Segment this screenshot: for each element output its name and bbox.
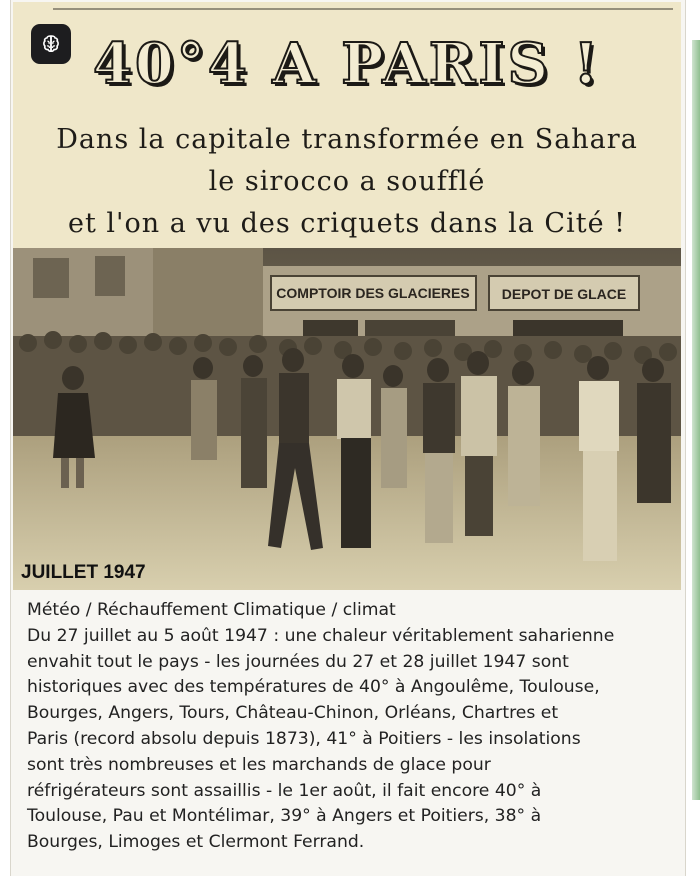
adjacent-card-edge: [692, 40, 700, 800]
body-line-5: Paris (record absolu depuis 1873), 41° à Poitiers - les insolations: [27, 728, 581, 749]
masthead-rule: [53, 8, 673, 10]
post-card: [10, 0, 686, 876]
crowd-photo: [13, 248, 681, 590]
body-line-6: sont très nombreuses et les marchands de glace pour: [27, 754, 491, 775]
subheadline-line-1: Dans la capitale transformée en Sahara: [56, 124, 638, 155]
subheadline-line-3: et l'on a vu des criquets dans la Cité !: [68, 208, 626, 239]
body-line-7: réfrigérateurs sont assaillis - le 1er août, il fait encore 40° à: [27, 780, 542, 801]
post-category: Météo / Réchauffement Climatique / climat: [27, 600, 396, 620]
body-line-8: Toulouse, Pau et Montélimar, 39° à Angers et Poitiers, 38° à: [27, 806, 542, 827]
body-line-4: Bourges, Angers, Tours, Château-Chinon, Orléans, Chartres et: [27, 703, 559, 724]
body-line-3: historiques avec des températures de 40° à Angoulême, Toulouse,: [27, 677, 600, 698]
body-line-2: envahit tout le pays - les journées du 27 et 28 juillet 1947 sont: [27, 651, 569, 672]
sign-comptoir-text: COMPTOIR DES GLACIERES: [276, 285, 470, 301]
body-line-1: Du 27 juillet au 5 août 1947 : une chaleur véritablement saharienne: [27, 625, 615, 646]
headline: 40°4 A PARIS !: [92, 31, 602, 97]
newspaper-clipping[interactable]: [13, 2, 681, 590]
photo-caption: JUILLET 1947: [21, 562, 146, 583]
sign-depot-text: DEPOT DE GLACE: [501, 286, 627, 302]
body-line-9: Bourges, Limoges et Clermont Ferrand.: [27, 832, 365, 853]
crowd-photo-illustration: [13, 248, 681, 590]
brain-badge[interactable]: [31, 24, 71, 64]
subheadline-line-2: le sirocco a soufflé: [208, 166, 486, 197]
post-description: [27, 598, 677, 856]
brain-icon: [39, 32, 63, 56]
